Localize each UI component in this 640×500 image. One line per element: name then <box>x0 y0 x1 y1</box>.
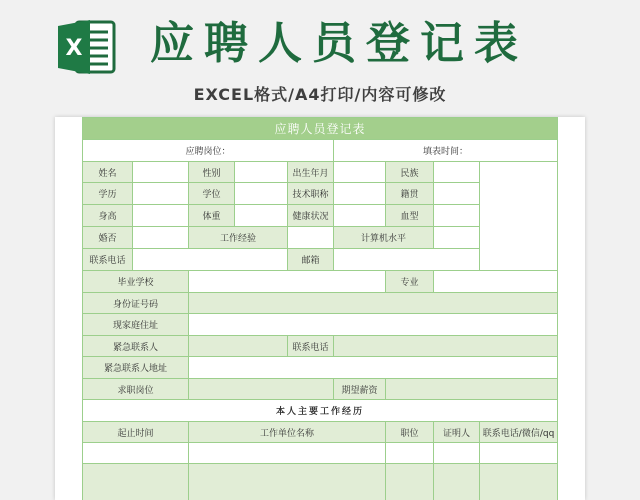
ethnicity-label: 民族 <box>386 162 434 183</box>
emergency-address-field[interactable] <box>189 357 558 379</box>
email-field[interactable] <box>334 249 480 271</box>
degree-label: 学位 <box>189 183 235 205</box>
job-wanted-field[interactable] <box>189 379 334 400</box>
work-col-contact: 联系电话/微信/qq <box>480 422 558 443</box>
height-label: 身高 <box>83 205 133 227</box>
photo-box[interactable] <box>480 162 558 271</box>
work-col-reference: 证明人 <box>434 422 480 443</box>
blood-label: 血型 <box>386 205 434 227</box>
address-label: 现家庭住址 <box>83 314 189 336</box>
phone-field[interactable] <box>133 249 288 271</box>
excel-logo-icon <box>56 18 116 76</box>
emergency-contact-field[interactable] <box>189 336 288 357</box>
height-field[interactable] <box>133 205 189 227</box>
date-label[interactable]: 填表时间： <box>334 140 558 162</box>
work-col-company: 工作单位名称 <box>189 422 386 443</box>
marriage-field[interactable] <box>133 227 189 249</box>
major-field[interactable] <box>434 271 558 293</box>
weight-label: 体重 <box>189 205 235 227</box>
work-row-2-reference[interactable] <box>434 464 480 500</box>
phone-label: 联系电话 <box>83 249 133 271</box>
work-row-1-period[interactable] <box>83 443 189 464</box>
form-title: 应聘人员登记表 <box>83 118 558 140</box>
education-field[interactable] <box>133 183 189 205</box>
position-label[interactable]: 应聘岗位： <box>83 140 334 162</box>
weight-field[interactable] <box>235 205 288 227</box>
emergency-phone-field[interactable] <box>334 336 558 357</box>
school-label: 毕业学校 <box>83 271 189 293</box>
work-row-2-position[interactable] <box>386 464 434 500</box>
school-field[interactable] <box>189 271 386 293</box>
tech-title-label: 技术职称 <box>288 183 334 205</box>
work-col-position: 职位 <box>386 422 434 443</box>
logo-letter: X <box>65 36 83 61</box>
id-number-field[interactable] <box>189 293 558 314</box>
work-history-title: 本人主要工作经历 <box>83 400 558 422</box>
email-label: 邮箱 <box>288 249 334 271</box>
work-row-1-position[interactable] <box>386 443 434 464</box>
salary-field[interactable] <box>386 379 558 400</box>
computer-label: 计算机水平 <box>334 227 434 249</box>
job-wanted-label: 求职岗位 <box>83 379 189 400</box>
sheet-preview <box>55 117 585 500</box>
form-table <box>82 117 558 500</box>
work-exp-label: 工作经验 <box>189 227 288 249</box>
native-label: 籍贯 <box>386 183 434 205</box>
banner-subtitle: EXCEL格式/A4打印/内容可修改 <box>193 85 447 104</box>
tech-title-field[interactable] <box>334 183 386 205</box>
native-field[interactable] <box>434 183 480 205</box>
salary-label: 期望薪资 <box>334 379 386 400</box>
computer-field[interactable] <box>434 227 480 249</box>
birth-field[interactable] <box>334 162 386 183</box>
address-field[interactable] <box>189 314 558 336</box>
blood-field[interactable] <box>434 205 480 227</box>
emergency-phone-label: 联系电话 <box>288 336 334 357</box>
emergency-contact-label: 紧急联系人 <box>83 336 189 357</box>
registration-form <box>82 117 557 500</box>
health-field[interactable] <box>334 205 386 227</box>
name-field[interactable] <box>133 162 189 183</box>
work-row-1-company[interactable] <box>189 443 386 464</box>
work-row-2-period[interactable] <box>83 464 189 500</box>
work-col-period: 起止时间 <box>83 422 189 443</box>
id-number-label: 身份证号码 <box>83 293 189 314</box>
gender-field[interactable] <box>235 162 288 183</box>
degree-field[interactable] <box>235 183 288 205</box>
marriage-label: 婚否 <box>83 227 133 249</box>
work-row-2-contact[interactable] <box>480 464 558 500</box>
birth-label: 出生年月 <box>288 162 334 183</box>
banner-title: 应聘人员登记表 <box>150 18 528 69</box>
major-label: 专业 <box>386 271 434 293</box>
banner <box>0 0 640 112</box>
education-label: 学历 <box>83 183 133 205</box>
health-label: 健康状况 <box>288 205 334 227</box>
work-row-1-reference[interactable] <box>434 443 480 464</box>
name-label: 姓名 <box>83 162 133 183</box>
work-row-1-contact[interactable] <box>480 443 558 464</box>
emergency-address-label: 紧急联系人地址 <box>83 357 189 379</box>
ethnicity-field[interactable] <box>434 162 480 183</box>
gender-label: 性别 <box>189 162 235 183</box>
work-exp-field[interactable] <box>288 227 334 249</box>
work-row-2-company[interactable] <box>189 464 386 500</box>
